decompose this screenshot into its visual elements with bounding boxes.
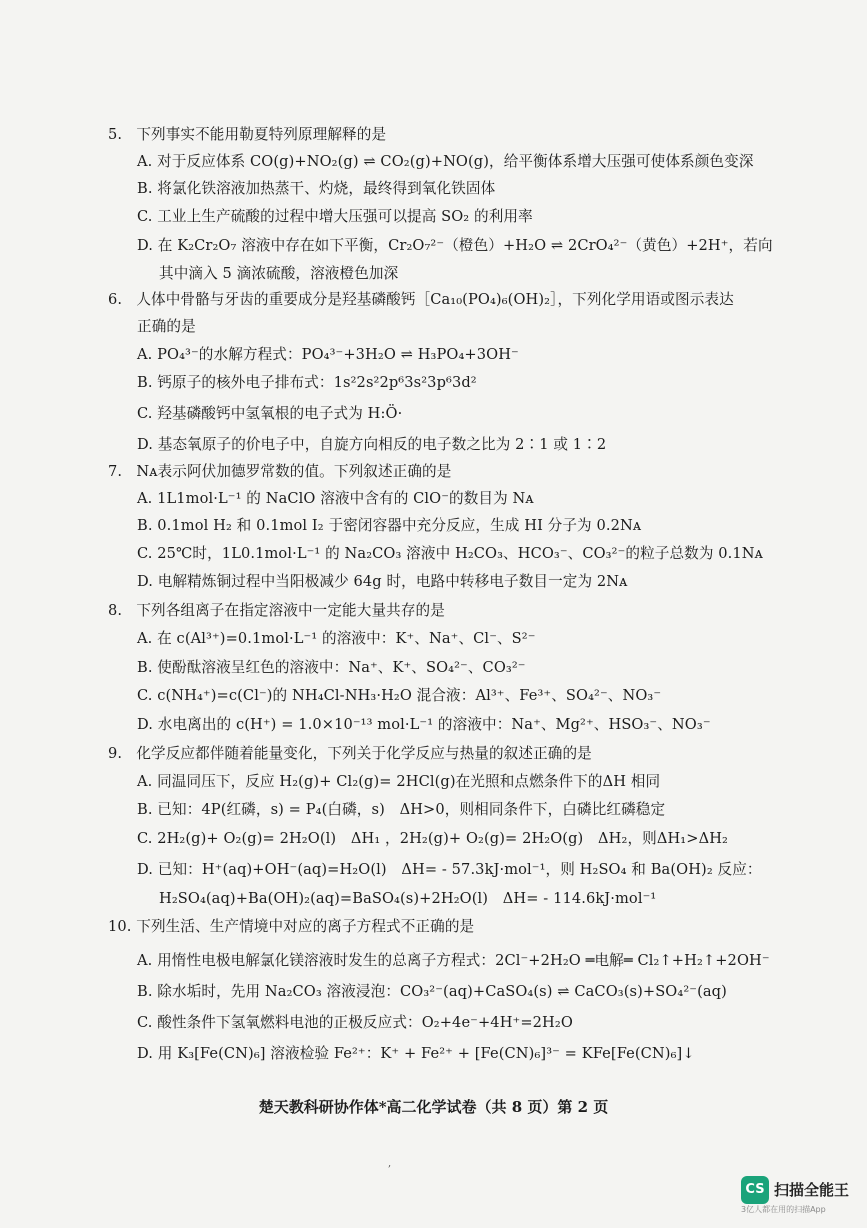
question-5-option-c: C. 工业上生产硫酸的过程中增大压强可以提高 SO₂ 的利用率	[137, 208, 533, 225]
question-6-option-b: B. 钙原子的核外电子排布式：1s²2s²2p⁶3s²3p⁶3d²	[137, 374, 477, 391]
question-9-stem: 9. 化学反应都伴随着能量变化，下列关于化学反应与热量的叙述正确的是	[108, 745, 592, 762]
question-8-option-a: A. 在 c(Al³⁺)=0.1mol·L⁻¹ 的溶液中：K⁺、Na⁺、Cl⁻、S²⁻	[137, 630, 536, 647]
question-9-option-b: B. 已知：4P(红磷，s) = P₄(白磷，s) ΔH>0，则相同条件下，白磷比红磷稳定	[137, 801, 666, 818]
watermark-subtitle: 3亿人都在用的扫描App	[741, 1205, 826, 1214]
question-6-option-c: C. 羟基磷酸钙中氢氧根的电子式为 H:Ö·	[137, 405, 403, 422]
question-5-option-a: A. 对于反应体系 CO(g)+NO₂(g) ⇌ CO₂(g)+NO(g)，给平衡体系增大压强可使体系颜色变深	[137, 153, 754, 170]
question-10-stem: 10. 下列生活、生产情境中对应的离子方程式不正确的是	[108, 918, 475, 935]
question-8-stem: 8. 下列各组离子在指定溶液中一定能大量共存的是	[108, 602, 445, 619]
question-9-option-c: C. 2H₂(g)+ O₂(g)= 2H₂O(l) ΔH₁ ，2H₂(g)+ O₂(g)= 2H₂O(g) ΔH₂，则ΔH₁>ΔH₂	[137, 830, 728, 847]
page-footer: 楚天教科研协作体*高二化学试卷（共 8 页）第 2 页	[258, 1098, 609, 1116]
question-10-option-b: B. 除水垢时，先用 Na₂CO₃ 溶液浸泡：CO₃²⁻(aq)+CaSO₄(s) ⇌ CaCO₃(s)+SO₄²⁻(aq)	[137, 983, 727, 1000]
camscanner-logo-icon: CS	[741, 1176, 769, 1204]
question-6-option-a: A. PO₄³⁻的水解方程式：PO₄³⁻+3H₂O ⇌ H₃PO₄+3OH⁻	[137, 346, 519, 363]
question-9-option-d-cont: H₂SO₄(aq)+Ba(OH)₂(aq)=BaSO₄(s)+2H₂O(l) ΔH= - 114.6kJ·mol⁻¹	[159, 890, 657, 907]
question-7-option-a: A. 1L1mol·L⁻¹ 的 NaClO 溶液中含有的 ClO⁻的数目为 Nᴀ	[137, 490, 534, 507]
question-8-option-c: C. c(NH₄⁺)=c(Cl⁻)的 NH₄Cl-NH₃·H₂O 混合液：Al³⁺、Fe³⁺、SO₄²⁻、NO₃⁻	[137, 687, 662, 704]
question-8-option-b: B. 使酚酞溶液呈红色的溶液中：Na⁺、K⁺、SO₄²⁻、CO₃²⁻	[137, 659, 526, 676]
question-7-option-b: B. 0.1mol H₂ 和 0.1mol I₂ 于密闭容器中充分反应，生成 HI 分子为 0.2Nᴀ	[137, 517, 642, 534]
scanner-watermark	[741, 1174, 853, 1218]
question-6-option-d: D. 基态氧原子的价电子中，自旋方向相反的电子数之比为 2∶1 或 1∶2	[137, 436, 607, 453]
question-5-option-d: D. 在 K₂Cr₂O₇ 溶液中存在如下平衡，Cr₂O₇²⁻（橙色）+H₂O ⇌ 2CrO₄²⁻（黄色）+2H⁺，若向	[137, 237, 773, 254]
question-5-option-b: B. 将氯化铁溶液加热蒸干、灼烧，最终得到氧化铁固体	[137, 180, 496, 197]
question-10-option-a: A. 用惰性电极电解氯化镁溶液时发生的总离子方程式：2Cl⁻+2H₂O ═电解═ Cl₂↑+H₂↑+2OH⁻	[137, 952, 770, 969]
question-9-option-a: A. 同温同压下，反应 H₂(g)+ Cl₂(g)= 2HCl(g)在光照和点燃条件下的ΔH 相同	[137, 773, 661, 790]
question-5-stem: 5. 下列事实不能用勒夏特列原理解释的是	[108, 126, 387, 143]
question-9-option-d: D. 已知：H⁺(aq)+OH⁻(aq)=H₂O(l) ΔH= - 57.3kJ·mol⁻¹，则 H₂SO₄ 和 Ba(OH)₂ 反应：	[137, 861, 762, 878]
question-10-option-c: C. 酸性条件下氢氧燃料电池的正极反应式：O₂+4e⁻+4H⁺=2H₂O	[137, 1014, 573, 1031]
question-6-stem: 6. 人体中骨骼与牙齿的重要成分是羟基磷酸钙［Ca₁₀(PO₄)₆(OH)₂］，下列化学用语或图示表达	[108, 291, 734, 308]
watermark-name: 扫描全能王	[774, 1181, 850, 1199]
question-5-option-d-cont: 其中滴入 5 滴浓硫酸，溶液橙色加深	[159, 265, 399, 282]
question-10-option-d: D. 用 K₃[Fe(CN)₆] 溶液检验 Fe²⁺：K⁺ + Fe²⁺ + [Fe(CN)₆]³⁻ = KFe[Fe(CN)₆]↓	[137, 1045, 695, 1062]
question-7-option-c: C. 25℃时，1L0.1mol·L⁻¹ 的 Na₂CO₃ 溶液中 H₂CO₃、HCO₃⁻、CO₃²⁻的粒子总数为 0.1Nᴀ	[137, 545, 764, 562]
scan-speck: ,	[388, 1158, 392, 1169]
question-7-option-d: D. 电解精炼铜过程中当阳极减少 64g 时，电路中转移电子数目一定为 2Nᴀ	[137, 573, 628, 590]
question-7-stem: 7. Nᴀ表示阿伏加德罗常数的值。下列叙述正确的是	[108, 463, 452, 480]
question-6-stem-cont: 正确的是	[137, 318, 196, 335]
question-8-option-d: D. 水电离出的 c(H⁺) = 1.0×10⁻¹³ mol·L⁻¹ 的溶液中：Na⁺、Mg²⁺、HSO₃⁻、NO₃⁻	[137, 716, 711, 733]
